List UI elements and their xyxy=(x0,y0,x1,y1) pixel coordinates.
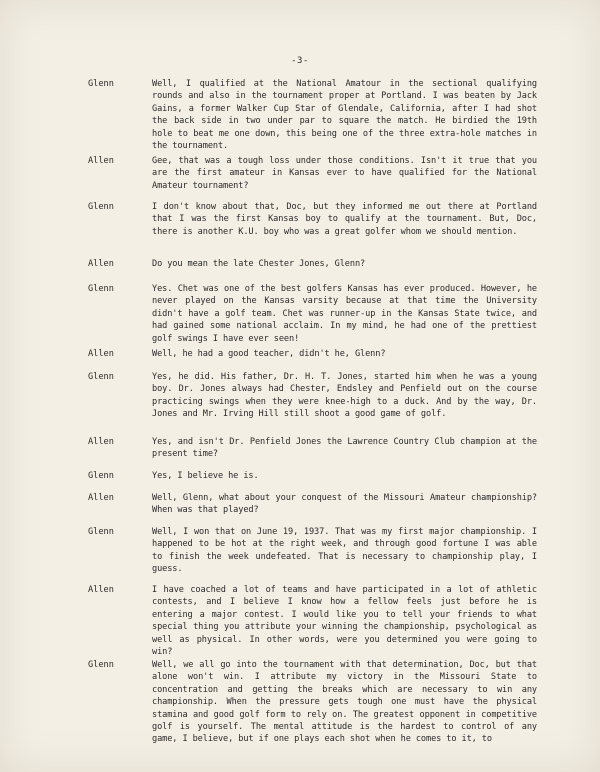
dialogue-text: Well, I won that on June 19, 1937. That was my first major championship. I happened to be hot at the right week, and through good fortune I was able to finish the week undefeated. That is necessary to championship play, I guess. xyxy=(152,527,537,575)
dialogue-text: Gee, that was a tough loss under those conditions. Isn't it true that you are the first amateur in Kansas ever to have qualified for the National Amateur tournament? xyxy=(152,156,537,191)
speaker-name: Allen xyxy=(88,585,114,595)
speaker-name: Glenn xyxy=(88,79,114,89)
dialogue-text: Well, Glenn, what about your conquest of the Missouri Amateur championship? When was that played? xyxy=(152,493,537,516)
speaker-name: Glenn xyxy=(88,284,114,294)
speaker-name: Allen xyxy=(88,437,114,447)
speaker-name: Glenn xyxy=(88,471,114,481)
dialogue-text: Yes. Chet was one of the best golfers Kansas has ever produced. However, he never played on the Kansas varsity because at that time the University didn't have a golf team. Chet was runner-up in the Kansas State twice, and had gained some national acclaim. In my mind, he had one of the prettiest golf swings I have ever seen! xyxy=(152,284,537,344)
dialogue-text: I have coached a lot of teams and have participated in a lot of athletic contests, and I believe I know how a fellow feels just before he is entering a major contest. I would like you to tell your friends to what special thing you attribute your winning the championship, psychological as well as physical. In other words, were you determined you were going to win? xyxy=(152,585,537,658)
speaker-name: Glenn xyxy=(88,202,114,212)
speaker-name: Allen xyxy=(88,349,114,359)
speaker-name: Allen xyxy=(88,493,114,503)
dialogue-text: Well, he had a good teacher, didn't he, Glenn? xyxy=(152,349,386,359)
dialogue-text: Well, I qualified at the National Amatour in the sectional qualifying rounds and also in the tournament proper at Portland. I was beaten by Jack Gains, a former Walker Cup Star of Glendale, California, after I had shot the back side in two under par to square the match. He birdied the 19th hole to beat me one down, this being one of the three extra-hole matches in the tournament. xyxy=(152,79,537,152)
dialogue-text: Yes, and isn't Dr. Penfield Jones the Lawrence Country Club champion at the present time? xyxy=(152,437,537,460)
dialogue-text: Well, we all go into the tournament with that determination, Doc, but that alone won't win. I attribute my victory in the Missouri State to concentration and getting the breaks which are necessary to win any championship. When the pressure gets tough one must have the physical stamina and good golf form to rely on. The greatest opponent in competitive golf is yourself. The mental attitude is the hardest to control of any game, I believe, but if one plays each shot when he comes to it, to xyxy=(152,660,537,745)
speaker-name: Allen xyxy=(88,259,114,269)
speaker-name: Allen xyxy=(88,156,114,166)
speaker-name: Glenn xyxy=(88,372,114,382)
dialogue-text: I don't know about that, Doc, but they informed me out there at Portland that I was the first Kansas boy to qualify at the tournament. But, Doc, there is another K.U. boy who was a great golfer whom we should mention. xyxy=(152,202,537,237)
dialogue-text: Yes, he did. His father, Dr. H. T. Jones, started him when he was a young boy. Dr. Jones always had Chester, Endsley and Penfield out on the course practicing swings when they were knee-high to a duck. And by the way, Dr. Jones and Mr. Irving Hill still shoot a good game of golf. xyxy=(152,372,537,420)
dialogue-text: Do you mean the late Chester Jones, Glenn? xyxy=(152,259,366,269)
speaker-name: Glenn xyxy=(88,660,114,670)
page-number: -3- xyxy=(291,56,309,66)
dialogue-text: Yes, I believe he is. xyxy=(152,471,259,481)
speaker-name: Glenn xyxy=(88,527,114,537)
